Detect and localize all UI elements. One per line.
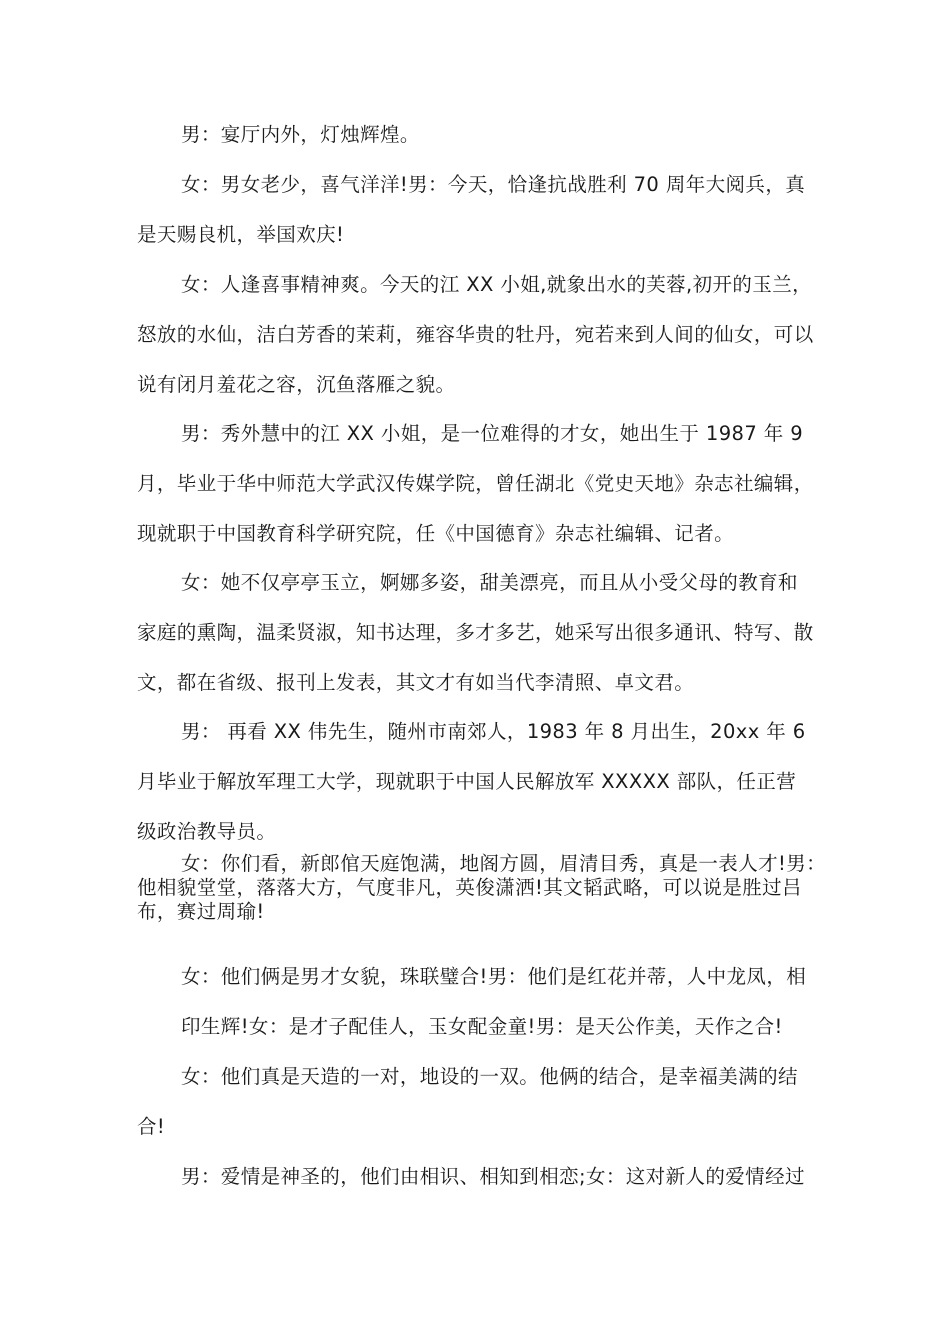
text-line: 级政治教导员。 [137, 820, 277, 843]
paragraph [137, 852, 832, 924]
text-line: 合! [137, 1115, 166, 1138]
text-line: 男：爱情是神圣的，他们由相识、相知到相恋;女：这对新人的爱情经过 [181, 1165, 805, 1188]
text-line: 家庭的熏陶，温柔贤淑，知书达理，多才多艺，她采写出很多通讯、特写、散 [137, 621, 814, 644]
text-line: 说有闭月羞花之容，沉鱼落雁之貌。 [137, 373, 456, 396]
paragraph [137, 409, 832, 559]
paragraph [137, 1152, 832, 1202]
text-line: 女：他们俩是男才女貌，珠联璧合!男：他们是红花并蒂，人中龙凤，相 [181, 965, 807, 988]
text-line: 文，都在省级、报刊上发表，其文才有如当代李清照、卓文君。 [137, 671, 695, 694]
text-line: 女：人逢喜事精神爽。今天的江 XX 小姐,就象出水的芙蓉,初开的玉兰， [181, 273, 813, 296]
text-line: 男：宴厅内外，灯烛辉煌。 [181, 123, 420, 146]
text-line: 女：你们看，新郎倌天庭饱满，地阁方圆，眉清目秀，真是一表人才!男： [181, 852, 827, 875]
text-line: 月毕业于解放军理工大学，现就职于中国人民解放军 XXXXX 部队，任正营 [137, 770, 797, 793]
text-line: 印生辉!女：是才子配佳人，玉女配金童!男：是天公作美，天作之合! [181, 1015, 783, 1038]
paragraph [137, 952, 832, 1052]
paragraph [137, 1052, 832, 1152]
text-line: 月，毕业于华中师范大学武汉传媒学院，曾任湖北《党史天地》杂志社编辑， [137, 472, 814, 495]
text-line: 女：男女老少，喜气洋洋!男：今天，恰逢抗战胜利 70 周年大阅兵，真 [181, 173, 806, 196]
text-line: 现就职于中国教育科学研究院，任《中国德育》杂志社编辑、记者。 [137, 522, 735, 545]
text-line: 男：秀外慧中的江 XX 小姐，是一位难得的才女，她出生于 1987 年 9 [181, 422, 804, 445]
paragraph [137, 110, 832, 160]
text-line: 女：他们真是天造的一对，地设的一双。他俩的结合，是幸福美满的结 [181, 1065, 798, 1088]
text-line: 布，赛过周瑜! [137, 900, 265, 923]
text-line: 怒放的水仙，洁白芳香的茉莉，雍容华贵的牡丹，宛若来到人间的仙女，可以 [137, 323, 814, 346]
text-line: 女：她不仅亭亭玉立，婀娜多姿，甜美漂亮，而且从小受父母的教育和 [181, 571, 798, 594]
text-line: 男： 再看 XX 伟先生，随州市南郊人，1983 年 8 月出生，20xx 年 6 [181, 720, 806, 743]
paragraph [137, 707, 832, 857]
text-line: 是天赐良机，举国欢庆! [137, 223, 345, 246]
paragraph [137, 160, 832, 260]
paragraph [137, 558, 832, 708]
text-line: 他相貌堂堂，落落大方，气度非凡，英俊潇洒!其文韬武略，可以说是胜过吕 [137, 876, 802, 899]
paragraph [137, 260, 832, 410]
